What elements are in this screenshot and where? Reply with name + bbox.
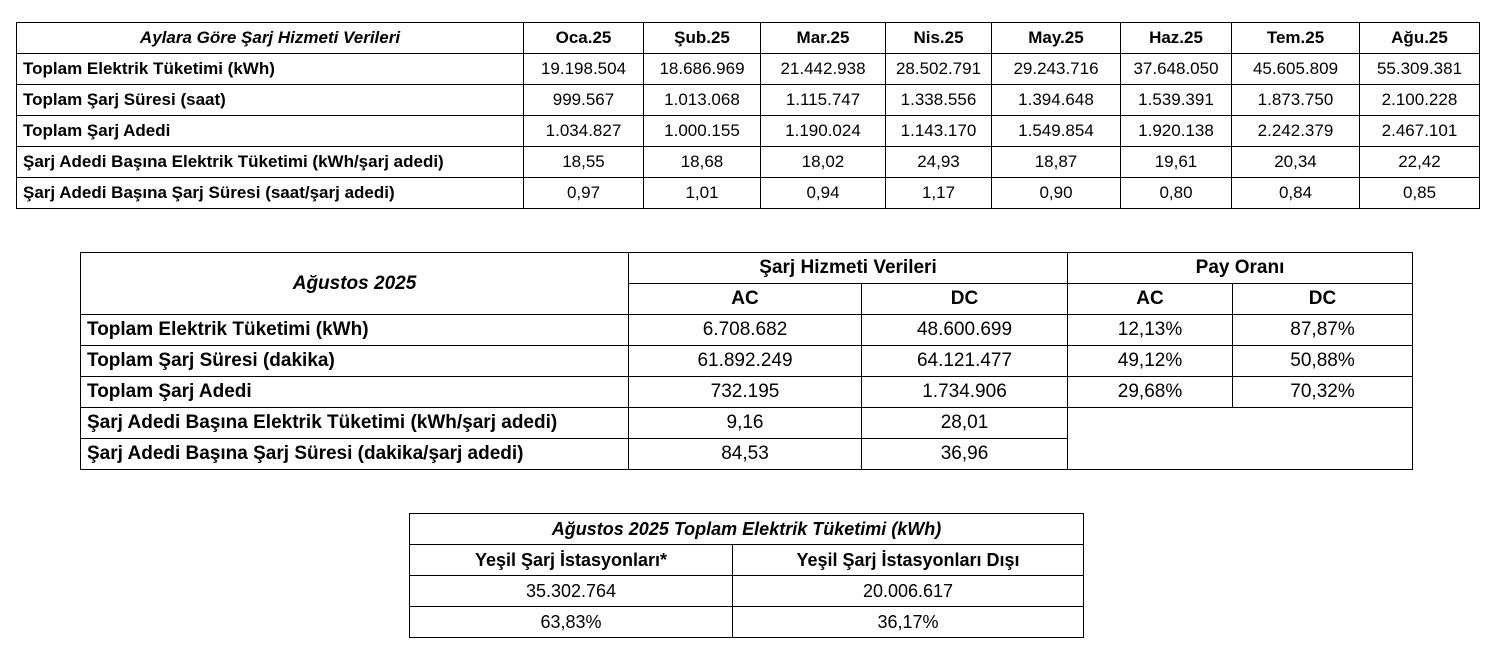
table-row: [81, 408, 1413, 439]
table-cell: 0,85: [1360, 178, 1480, 209]
month-header: Haz.25: [1121, 23, 1232, 54]
table-cell: 48.600.699: [862, 315, 1068, 346]
table-cell: 64.121.477: [862, 346, 1068, 377]
table-cell: 18,87: [992, 147, 1121, 178]
table-cell: 0,80: [1121, 178, 1232, 209]
table-cell: 28.502.791: [886, 54, 992, 85]
table-cell: 36,17%: [733, 607, 1084, 638]
table-cell: 18,02: [761, 147, 886, 178]
table-cell: 1.034.827: [524, 116, 644, 147]
table-cell: 1.394.648: [992, 85, 1121, 116]
table-cell: 18,68: [644, 147, 761, 178]
table-cell: 37.648.050: [1121, 54, 1232, 85]
table-cell: 61.892.249: [629, 346, 862, 377]
subheader-dc: DC: [1233, 284, 1413, 315]
table-cell: 55.309.381: [1360, 54, 1480, 85]
table-cell: 12,13%: [1068, 315, 1233, 346]
month-header: Ağu.25: [1360, 23, 1480, 54]
table-row: [17, 54, 1480, 85]
table-row: [17, 85, 1480, 116]
august-table-title: Ağustos 2025: [81, 253, 629, 315]
table-cell: 19.198.504: [524, 54, 644, 85]
august-header-row: [81, 253, 1413, 284]
table-cell: 2.467.101: [1360, 116, 1480, 147]
month-header: May.25: [992, 23, 1121, 54]
table-cell: 29.243.716: [992, 54, 1121, 85]
table-cell: 70,32%: [1233, 377, 1413, 408]
table-cell: 1.873.750: [1232, 85, 1360, 116]
table-cell: 18,55: [524, 147, 644, 178]
table-cell: 50,88%: [1233, 346, 1413, 377]
table-row: [410, 607, 1084, 638]
table-row: [81, 346, 1413, 377]
table-cell: 35.302.764: [410, 576, 733, 607]
table-cell: 1.539.391: [1121, 85, 1232, 116]
table-cell: 20,34: [1232, 147, 1360, 178]
table-cell: 21.442.938: [761, 54, 886, 85]
august-ac-dc-table: [80, 252, 1413, 470]
table-cell: 999.567: [524, 85, 644, 116]
month-header: Oca.25: [524, 23, 644, 54]
table-cell: 2.100.228: [1360, 85, 1480, 116]
row-label: Şarj Adedi Başına Elektrik Tüketimi (kWh/şarj adedi): [81, 408, 629, 439]
table-row: [410, 576, 1084, 607]
monthly-header-row: [17, 23, 1480, 54]
table-cell: 49,12%: [1068, 346, 1233, 377]
table-cell: 1.000.155: [644, 116, 761, 147]
table-row: [17, 147, 1480, 178]
table-cell: 87,87%: [1233, 315, 1413, 346]
monthly-table-title: Aylara Göre Şarj Hizmeti Verileri: [17, 23, 524, 54]
empty-share-cell: [1068, 408, 1413, 470]
table-cell: 24,93: [886, 147, 992, 178]
table-row: [17, 178, 1480, 209]
table-cell: 1.920.138: [1121, 116, 1232, 147]
green-stations-table: [409, 513, 1084, 638]
table-cell: 1.338.556: [886, 85, 992, 116]
group-header-share-ratio: Pay Oranı: [1068, 253, 1413, 284]
table-row: [17, 116, 1480, 147]
table-cell: 45.605.809: [1232, 54, 1360, 85]
table-row: [81, 315, 1413, 346]
table-cell: 22,42: [1360, 147, 1480, 178]
table-cell: 0,97: [524, 178, 644, 209]
subheader-ac: AC: [1068, 284, 1233, 315]
table-cell: 19,61: [1121, 147, 1232, 178]
green-header-row: [410, 545, 1084, 576]
row-label: Toplam Elektrik Tüketimi (kWh): [17, 54, 524, 85]
month-header: Nis.25: [886, 23, 992, 54]
table-cell: 1,01: [644, 178, 761, 209]
row-label: Toplam Elektrik Tüketimi (kWh): [81, 315, 629, 346]
table-cell: 36,96: [862, 439, 1068, 470]
table-cell: 6.708.682: [629, 315, 862, 346]
table-cell: 84,53: [629, 439, 862, 470]
month-header: Mar.25: [761, 23, 886, 54]
month-header: Şub.25: [644, 23, 761, 54]
table-cell: 20.006.617: [733, 576, 1084, 607]
row-label: Toplam Şarj Süresi (dakika): [81, 346, 629, 377]
table-cell: 1.190.024: [761, 116, 886, 147]
header-non-green-stations: Yeşil Şarj İstasyonları Dışı: [733, 545, 1084, 576]
row-label: Şarj Adedi Başına Şarj Süresi (saat/şarj adedi): [17, 178, 524, 209]
table-cell: 9,16: [629, 408, 862, 439]
row-label: Şarj Adedi Başına Şarj Süresi (dakika/şarj adedi): [81, 439, 629, 470]
green-table-title: Ağustos 2025 Toplam Elektrik Tüketimi (kWh): [410, 514, 1084, 545]
table-cell: 0,84: [1232, 178, 1360, 209]
green-title-row: [410, 514, 1084, 545]
table-cell: 1.115.747: [761, 85, 886, 116]
table-cell: 18.686.969: [644, 54, 761, 85]
table-cell: 0,90: [992, 178, 1121, 209]
subheader-dc: DC: [862, 284, 1068, 315]
subheader-ac: AC: [629, 284, 862, 315]
table-cell: 1.734.906: [862, 377, 1068, 408]
monthly-charging-table: [16, 22, 1480, 209]
table-cell: 1.013.068: [644, 85, 761, 116]
month-header: Tem.25: [1232, 23, 1360, 54]
table-cell: 29,68%: [1068, 377, 1233, 408]
row-label: Toplam Şarj Adedi: [81, 377, 629, 408]
row-label: Şarj Adedi Başına Elektrik Tüketimi (kWh/şarj adedi): [17, 147, 524, 178]
table-cell: 2.242.379: [1232, 116, 1360, 147]
header-green-stations: Yeşil Şarj İstasyonları*: [410, 545, 733, 576]
table-cell: 1.549.854: [992, 116, 1121, 147]
table-cell: 1.143.170: [886, 116, 992, 147]
table-cell: 1,17: [886, 178, 992, 209]
table-cell: 732.195: [629, 377, 862, 408]
table-row: [81, 377, 1413, 408]
row-label: Toplam Şarj Adedi: [17, 116, 524, 147]
row-label: Toplam Şarj Süresi (saat): [17, 85, 524, 116]
table-cell: 0,94: [761, 178, 886, 209]
table-cell: 63,83%: [410, 607, 733, 638]
group-header-charging-data: Şarj Hizmeti Verileri: [629, 253, 1068, 284]
table-cell: 28,01: [862, 408, 1068, 439]
